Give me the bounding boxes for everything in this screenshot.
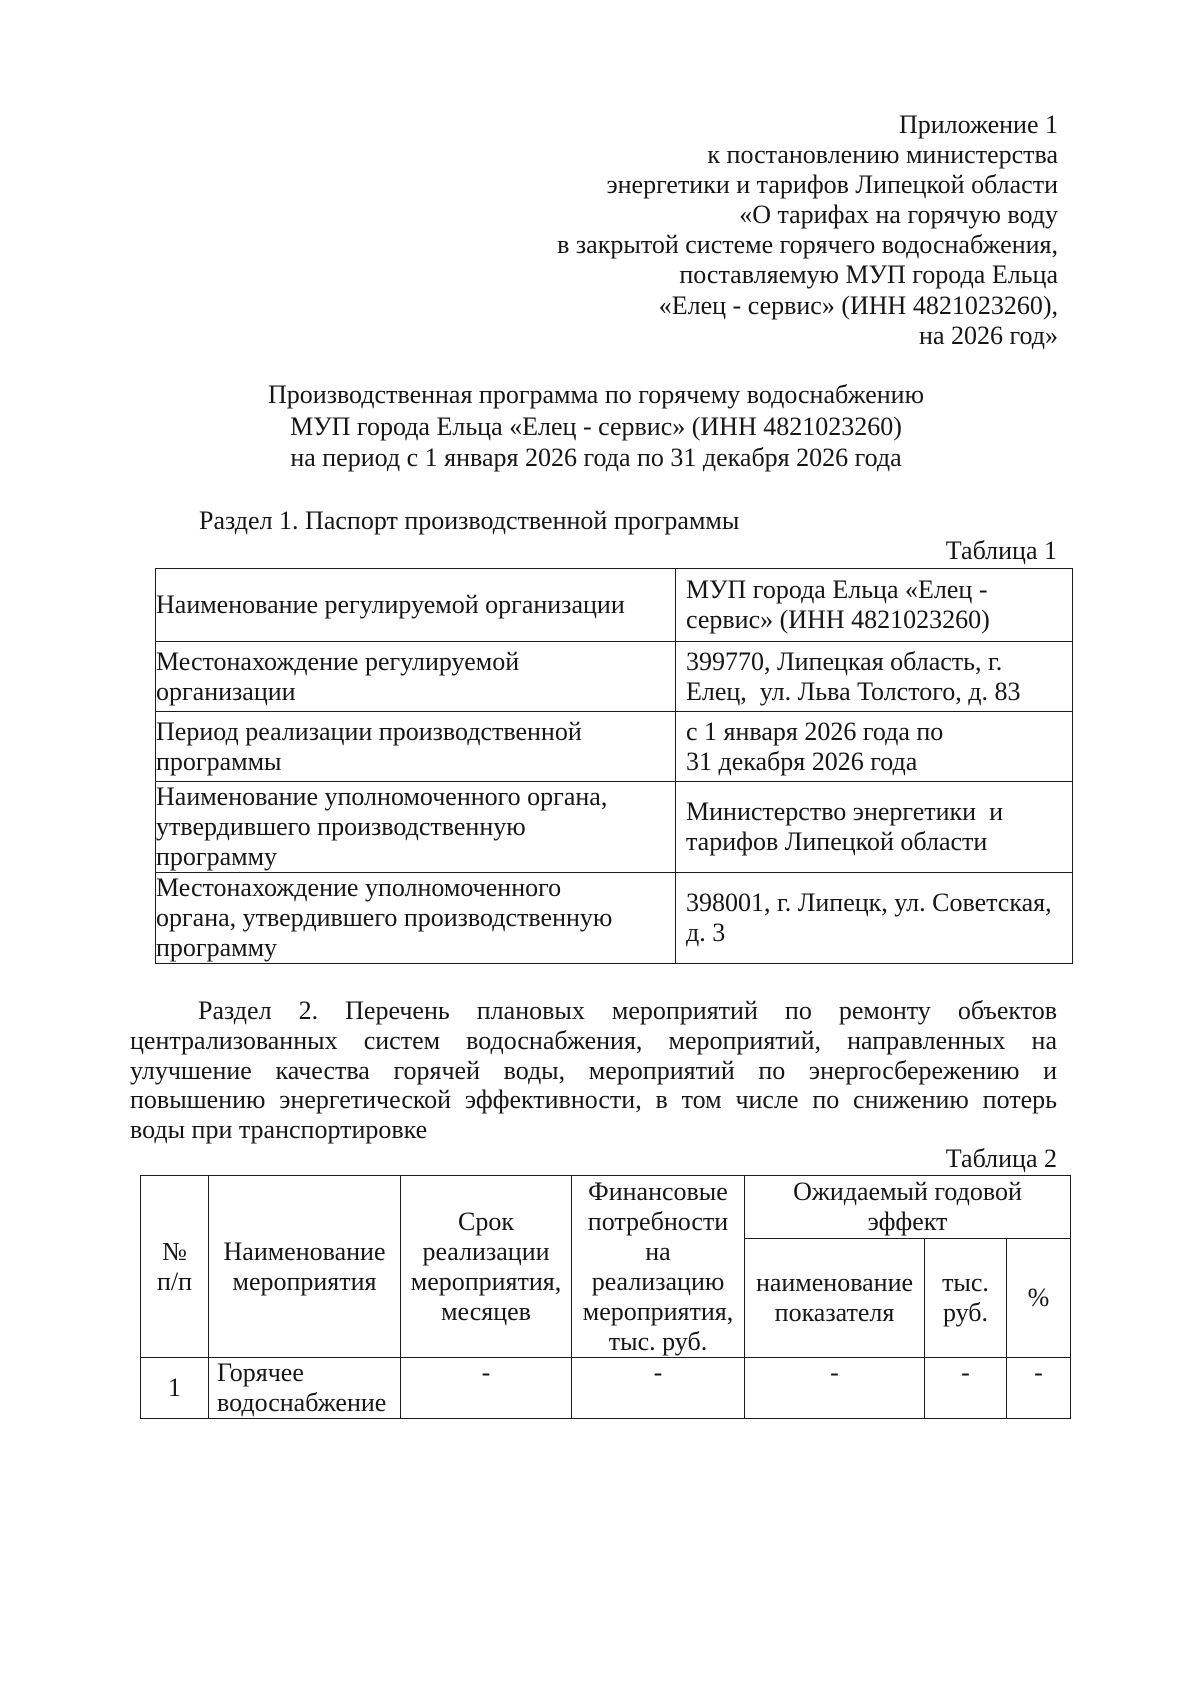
header-expected-effect: Ожидаемый годовой эффект [745, 1176, 1071, 1239]
appendix-line: поставляемую МУП города Ельца [679, 260, 1058, 290]
cell-number: 1 [141, 1358, 209, 1419]
appendix-line: в закрытой системе горячего водоснабжения, [557, 230, 1058, 260]
header-percent: % [1007, 1239, 1071, 1358]
cell-indicator: - [745, 1358, 925, 1419]
section2-paragraph [130, 996, 1057, 1145]
passport-value: 399770, Липецкая область, г. Елец, ул. Льва Толстого, д. 83 [676, 642, 1073, 712]
header-thousand-rub: тыс. руб. [925, 1239, 1007, 1358]
measures-table [140, 1175, 1071, 1419]
passport-label: Местонахождение уполномоченного органа, утвердившего производственную программу [156, 873, 676, 964]
table-row [156, 782, 1073, 873]
appendix-line: к постановлению министерства [707, 140, 1058, 170]
program-title [130, 379, 1062, 474]
paragraph-line: улучшение качества горячей воды, мероприятий по энергосбережению и [130, 1055, 1057, 1085]
appendix-line: энергетики и тарифов Липецкой области [606, 170, 1058, 200]
passport-value: 398001, г. Липецк, ул. Советская, д. 3 [676, 873, 1073, 964]
table-row [156, 873, 1073, 964]
passport-value: МУП города Ельца «Елец - сервис» (ИНН 4821023260) [676, 569, 1073, 642]
cell-term: - [401, 1358, 572, 1419]
paragraph-line: повышению энергетической эффективности, в том числе по снижению потерь [130, 1085, 1057, 1115]
passport-value: Министерство энергетики и тарифов Липецкой области [676, 782, 1073, 873]
passport-label: Наименование уполномоченного органа, утвердившего производственную программу [156, 782, 676, 873]
header-term: Срок реализации мероприятия, месяцев [401, 1176, 572, 1358]
table2-label: Таблица 2 [945, 1144, 1057, 1173]
table-row [141, 1358, 1071, 1419]
program-title-line: Производственная программа по горячему водоснабжению [268, 380, 924, 409]
paragraph-line: Раздел 2. Перечень плановых мероприятий по ремонту объектов [198, 996, 1057, 1025]
cell-thousand-rub: - [925, 1358, 1007, 1419]
cell-finance: - [572, 1358, 745, 1419]
program-title-line: МУП города Ельца «Елец - сервис» (ИНН 4821023260) [290, 411, 902, 441]
table-row [156, 712, 1073, 782]
paragraph-line: воды при транспортировке [130, 1115, 428, 1145]
paragraph-line: централизованных систем водоснабжения, мероприятий, направленных на [130, 1025, 1057, 1055]
header-indicator: наименование показателя [745, 1239, 925, 1358]
program-title-line: на период с 1 января 2026 года по 31 декабря 2026 года [290, 443, 902, 472]
header-finance: Финансовые потребности на реализацию мероприятия, тыс. руб. [572, 1176, 745, 1358]
passport-label: Наименование регулируемой организации [156, 569, 676, 642]
header-measure-name: Наименование мероприятия [209, 1176, 401, 1358]
table-header-row [141, 1176, 1071, 1239]
table-row [156, 569, 1073, 642]
appendix-line: «О тарифах на горячую воду [739, 200, 1058, 230]
appendix-line: на 2026 год» [919, 320, 1058, 350]
table1-label: Таблица 1 [945, 536, 1057, 565]
appendix-line: Приложение 1 [898, 110, 1058, 139]
passport-label: Местонахождение регулируемой организации [156, 642, 676, 712]
header-number: № п/п [141, 1176, 209, 1358]
cell-measure-name: Горячее водоснабжение [209, 1358, 401, 1419]
table-row [156, 642, 1073, 712]
cell-percent: - [1007, 1358, 1071, 1419]
passport-label: Период реализации производственной программы [156, 712, 676, 782]
appendix-line: «Елец - сервис» (ИНН 4821023260), [658, 290, 1058, 320]
passport-value: с 1 января 2026 года по 31 декабря 2026 года [676, 712, 1073, 782]
section1-heading: Раздел 1. Паспорт производственной программы [199, 506, 740, 535]
appendix-block [557, 110, 1058, 351]
passport-table [155, 568, 1073, 964]
